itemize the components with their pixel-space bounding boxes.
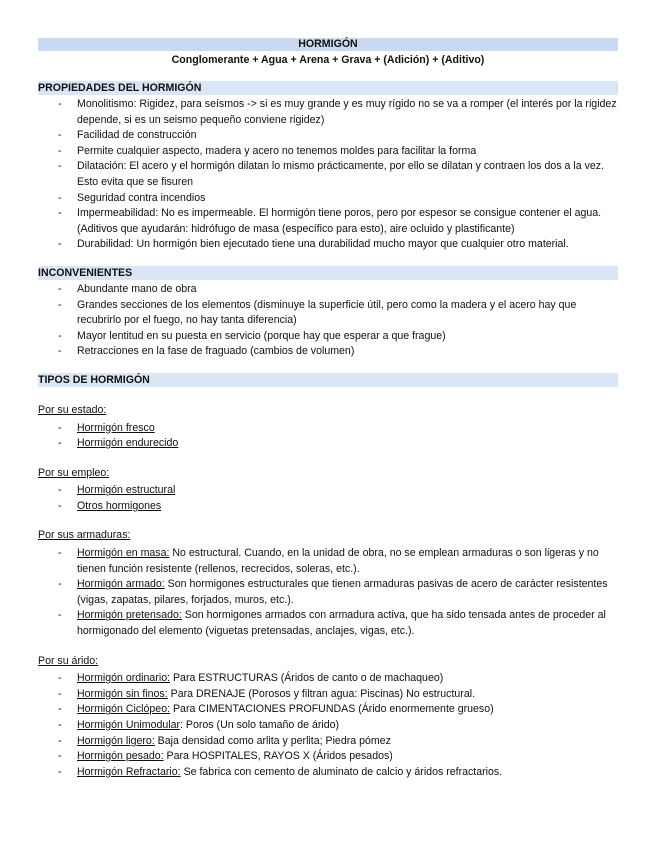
list-item: - Mayor lentitud en su puesta en servicio (porque hay que esperar a que frague): [38, 329, 618, 345]
item-term: Hormigón endurecido: [77, 437, 179, 450]
item-term: Hormigón ligero:: [77, 734, 155, 747]
list-item: - Durabilidad: Un hormigón bien ejecutado tiene una durabilidad mucho mayor que cualquier otro material.: [38, 237, 618, 253]
item-description: : Poros (Un solo tamaño de árido): [180, 719, 340, 731]
item-description: Baja densidad como arlita y perlita; Piedra pómez: [154, 734, 391, 747]
list-item: - Impermeabilidad: No es impermeable. El hormigón tiene poros, pero por espesor se consigue contener el agua. (Aditivos que ayudarán: hidrófugo de masa (específico para esto), aire ocluido y plastificante): [38, 206, 618, 237]
item-term: Hormigón ordinario:: [77, 672, 171, 685]
list-item: - Facilidad de construcción: [38, 128, 618, 144]
item-description: No estructural. Cuando, en la unidad de obra, no se emplean armaduras o son ligeras y no tienen función resistente (rellenos, recrecidos, soleras, etc.).: [77, 547, 599, 575]
item-description: Se fabrica con cemento de aluminato de calcio y áridos refractarios.: [180, 765, 503, 778]
item-term: Hormigón pretensado:: [77, 609, 182, 622]
section-heading-inconvenientes: INCONVENIENTES: [38, 266, 618, 280]
item-term: Hormigón Ciclópeo:: [77, 703, 171, 716]
list-item: [38, 608, 618, 639]
list-item: [38, 499, 618, 515]
item-term: Hormigón sin finos:: [77, 687, 168, 700]
item-term: Hormigón armado:: [77, 578, 165, 591]
list-item: [38, 671, 618, 687]
propiedades-list: [38, 97, 618, 253]
list-item: - Dilatación: El acero y el hormigón dilatan lo mismo prácticamente, por ello se dilatan y contraen los dos a la vez. Esto evita que se fisuren: [38, 159, 618, 190]
list-item: - Retracciones en la fase de fraguado (cambios de volumen): [38, 344, 618, 360]
item-description: Para HOSPITALES, RAYOS X (Áridos pesados): [163, 750, 393, 763]
estado-list: [38, 421, 618, 452]
list-item: [38, 577, 618, 608]
item-term: Hormigón pesado:: [77, 750, 164, 763]
list-item: [38, 734, 618, 750]
list-item: [38, 546, 618, 577]
arido-list: [38, 671, 618, 780]
list-item: - Abundante mano de obra: [38, 282, 618, 298]
armaduras-list: [38, 546, 618, 640]
document-page: [38, 38, 618, 780]
group-title-empleo: Por su empleo:: [38, 466, 110, 479]
group-title-armaduras: Por sus armaduras:: [38, 529, 131, 542]
item-term: Hormigón Refractario:: [77, 765, 181, 778]
item-term: Otros hormigones: [77, 499, 162, 512]
item-term: Hormigón estructural: [77, 484, 176, 497]
list-item: - Grandes secciones de los elementos (disminuye la superficie útil, pero como la madera y el acero hay que recubrirlo por el fuego, no hay tanta diferencia): [38, 298, 618, 329]
list-item: - Seguridad contra incendios: [38, 191, 618, 207]
item-description: Para ESTRUCTURAS (Áridos de canto o de machaqueo): [170, 672, 444, 685]
list-item: [38, 483, 618, 499]
item-term: Hormigón fresco: [77, 421, 155, 434]
inconvenientes-list: [38, 282, 618, 360]
item-description: Son hormigones armados con armadura activa, que ha sido tensada antes de proceder al hormigonado del elemento (viguetas pretensadas, anclajes, vigas, etc.).: [77, 609, 606, 638]
document-subtitle: Conglomerante + Agua + Arena + Grava + (Adición) + (Aditivo): [171, 54, 485, 66]
item-description: Son hormigones estructurales que tienen armaduras pasivas de acero de carácter resistentes (vigas, zapatas, pilares, forjados, muros, etc.).: [77, 578, 608, 606]
list-item: [38, 765, 618, 781]
empleo-list: [38, 483, 618, 514]
list-item: [38, 436, 618, 452]
group-title-arido: Por su árido:: [38, 654, 99, 667]
item-description: Para CIMENTACIONES PROFUNDAS (Árido enormemente grueso): [170, 703, 494, 716]
item-term: Hormigón Unimodular: [77, 719, 181, 731]
list-item: - Permite cualquier aspecto, madera y acero no tenemos moldes para facilitar la forma: [38, 144, 618, 160]
section-heading-propiedades: PROPIEDADES DEL HORMIGÓN: [38, 81, 618, 95]
group-title-estado: Por su estado:: [38, 403, 107, 416]
list-item: [38, 421, 618, 437]
item-term: Hormigón en masa:: [77, 547, 170, 560]
list-item: [38, 687, 618, 703]
list-item: - Monolitismo: Rigidez, para seísmos -> si es muy grande y es muy rígido no se va a romper (el interés por la rigidez depende, si es un seismo pequeño conviene rigidez): [38, 97, 618, 128]
document-title: HORMIGÓN: [38, 38, 618, 51]
list-item: [38, 718, 618, 734]
list-item: [38, 749, 618, 765]
section-heading-tipos: TIPOS DE HORMIGÓN: [38, 373, 618, 387]
item-description: Para DRENAJE (Porosos y filtran agua: Piscinas) No estructural.: [167, 687, 476, 700]
list-item: [38, 702, 618, 718]
